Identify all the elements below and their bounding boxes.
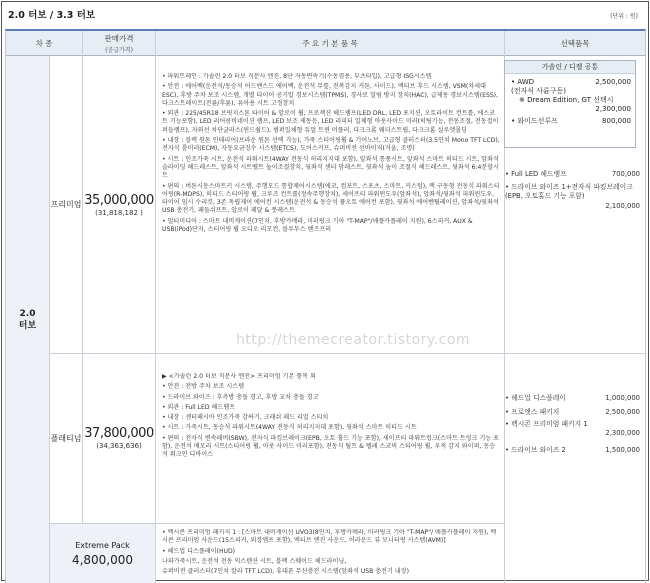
extreme-pack-cell: [50, 523, 155, 583]
feature-item: • 시트 : 가죽시트, 동승석 파워시트(4WAY 전동식 허리지지대 포함), 뒷좌석 스마트 히티드 시트: [162, 424, 417, 432]
header-type: 차 종: [35, 38, 53, 48]
common-options-title: 가솔린 / 디젤 공통: [505, 61, 635, 74]
feature-item: • 멀티미디어 : 스마트 내비게이션(7인치, 후방카메라, 미러링크 기아 "T-MAP"/애플카플레이 지원), 6스피커, AUX & USB(iPod)단자, 스티어링 휠 오디오 리모컨, 블루투스 핸즈프리: [162, 217, 473, 234]
feature-item: • 외관 : Full LED 헤드램프: [162, 403, 236, 411]
feature-item: • 헤드업 디스플레이(HUD): [162, 547, 236, 555]
feature-item: • 내장 : 블랙 원톤 인테리어(브라운 원톤 선택 가능), 가죽 스티어링휠 & 기어노브, 고급형 클러스터(3.5인치 Mono TFT LCD), 전자식 룸미러(ECM), 자동요금징수 시스템(ETCS), 도어스커프, 슈퍼비전 선바이저(거울, 조명): [162, 137, 500, 153]
common-options-box: [504, 60, 636, 148]
price-value: 35,000,000: [84, 192, 154, 208]
trim-name-premium: 프리미엄: [50, 200, 82, 209]
price-premium: [83, 56, 155, 353]
common-options-body: [505, 74, 635, 126]
options-premium: [505, 170, 640, 211]
option-row: 2,300,000: [605, 429, 640, 437]
table-header: [6, 31, 645, 56]
watermark-text: http://themecreator.tistory.com: [236, 332, 471, 348]
group-label: 2.0 터보: [6, 56, 49, 583]
feature-item: • 외관 : 225/45R18 브릿지스톤 타이어 & 알로이 휠, 프로젝션 헤드램프(LED DRL, LED 포지션, 오토라이트 컨트롤, 에스코트 기능포함), LED 리어콤비네이션 램프, LED 보조 제동등, LED 리피터 일체형 아웃사이드 미러(히팅기능, 전동조절, 전동접이 퍼들램프), 자외선 차단글라스(윈드쉴드), 범퍼일체형 듀얼 트윈 머플러, 다크크롬 웨더스트립, 다크크롬 실루엣몰딩: [162, 110, 499, 134]
header-features: 주 요 기 본 품 목: [302, 38, 358, 48]
price-value: 37,800,000: [84, 426, 154, 441]
feature-item: ▶ <가솔린 2.0 터보 직분사 엔진> 프리미엄 기본 품목 외: [162, 373, 316, 380]
feature-item: • 드라이브 와이즈 : 후측방 충돌 경고, 후방 교차 충돌 경고: [162, 393, 319, 401]
options-platinum: [505, 394, 640, 455]
option-row: • 렉시콘 프리미엄 패키지 1: [505, 420, 588, 428]
option-row: • AWD 2,500,000: [511, 78, 631, 86]
trim-name-platinum: 플래티넘: [50, 433, 82, 443]
feature-item: • 안전 : 전방 주차 보조 시스템: [162, 383, 245, 391]
page-title: 2.0 터보 / 3.3 터보: [8, 10, 96, 21]
supply-value: (34,363,636): [96, 442, 142, 450]
option-row: • 프로엣스 패키지 2,500,000: [505, 408, 640, 416]
option-row: • 드라이브 와이즈 1+전자식 파킹브레이크 (EPB, 오토홀드 기능 포함) 2,100,000: [505, 183, 640, 210]
unit-label: (단위 : 원): [610, 13, 638, 20]
feature-item: • 시트 : 인조가죽 시트, 운전석 파워시트(4WAY 전동식 허리지지대 포함), 앞좌석 통풍시트, 앞좌석 스마트 히티드 시트, 앞좌석 슬라이딩 헤드레스트, 앞좌석 시트벨트 높이조절장치, 뒷좌석 센터 암레스트, 뒷좌석 높이 조절식 헤드레스트, 뒷좌석 6:4분할시트: [162, 155, 500, 180]
features-extreme: [162, 529, 500, 583]
header-options: 선택품목: [560, 38, 590, 48]
feature-item: • 편의 : 전자식 변속레버(SBW), 전자식 파킹브레이크(EPB, 오토 홀드 기능 포함), 세이프티 파워트렁크(스마트 트렁크 기능 포함), 운전석 메모리 시트(스티어링 휠, 아웃 사이드 미러포함), 전동식 틸트 & 텔레 스코픽 스티어링 휠, 우적 감지 와이퍼, 동승석 워크인 디바이스: [162, 434, 499, 459]
feature-item: • 렉시콘 프리미엄 패키지 1 : [스마트 내비게이션 UVO3(8인치, 후방카메라, 미러링크 기아 "T-MAP"/ 애플카플레이 지원), 렉시콘 프리미엄 사운드(15스피커, 외장앰프 포함), 액티브 엔진 사운드, 어라운드 뷰 모니터링 시스템(AVM)]: [162, 529, 497, 545]
supply-value: (31,818,182 ): [95, 208, 143, 217]
option-row: • 헤드업 디스플레이 1,000,000: [505, 394, 640, 402]
features-platinum: [162, 373, 500, 521]
extreme-pack-price: 4,800,000: [71, 553, 134, 567]
price-platinum: [83, 354, 155, 522]
option-row: • 드라이브 와이즈 2 1,500,000: [505, 446, 640, 454]
feature-item: • 내장 : 센터페시아 인조가죽 감싸기, 크래쉬 패드 리얼 스티치: [162, 414, 329, 422]
grid-line: [155, 31, 156, 583]
option-row: • 와이드선루프 800,000: [511, 117, 631, 125]
feature-item: • 편의 : 버튼시동스마트키 시스템, 주행모드 통합제어시스템(에코, 컴포트, 스포츠, 스마트, 커스텀), 랙 구동형 전동식 파워스티어링(R-MDPS), 히티드 스티어링 휠, 크루즈 컨트롤(정속주행장치), 세이프티 파워윈도우(앞좌석), 앞좌석/뒷좌석 파워윈도우, 타이어 임시 수리킷, 3존 독립제어 에어컨 시스템(운전석 & 동승석 풀오토 에어컨 포함), 뒷좌석 에어벤틸레이션, 앞좌석/뒷좌석 USB 충전기, 패들쉬프트, 알로이 페달 & 풋레스트: [162, 182, 500, 215]
option-row: • Full LED 헤드램프 700,000: [505, 170, 640, 178]
grid-line: [156, 523, 504, 524]
option-sub: (전자식 사륜구동): [511, 87, 567, 95]
option-note-price: 2,300,000: [595, 105, 631, 113]
feature-item: • 파워트레인 : 가솔린 2.0 터보 직분사 엔진, 8단 자동변속기(수동겸용, 부츠타입), 고급형 ISG시스템: [162, 73, 432, 80]
extreme-pack-name: Extreme Pack: [75, 541, 130, 550]
feature-item: 슈퍼비전 클러스터(7인치 칼라 TFT LCD), 휴대폰 무선충전 시스템(앞좌석 USB 충전기 내장): [162, 568, 409, 576]
feature-item: 나파가죽시트, 운전석 전동 익스텐션 시트, 블랙 스웨이드 헤드라이닝,: [162, 557, 347, 565]
feature-item: • 안전 : 에어백(운전석/동승석 어드밴스드 에어백, 운전석 무릎, 전복감지 커튼, 사이드), 액티브 후드 시스템, VSM(차세대ESC), 후방 주차 보조 시스템, 개별 타이어 공기압 경보시스템(TPMS), 경사로 밀림 방지 장치(HAC), 급제동 경보시스템(ESS), 다크스트레이트(전륜/후륜), 유아용 시트 고정장치: [162, 83, 499, 107]
option-note: ※ Dream Edition, GT 선택시: [519, 96, 614, 104]
features-premium: [162, 73, 500, 351]
header-price: 판매가격 (공급가격): [104, 33, 134, 54]
